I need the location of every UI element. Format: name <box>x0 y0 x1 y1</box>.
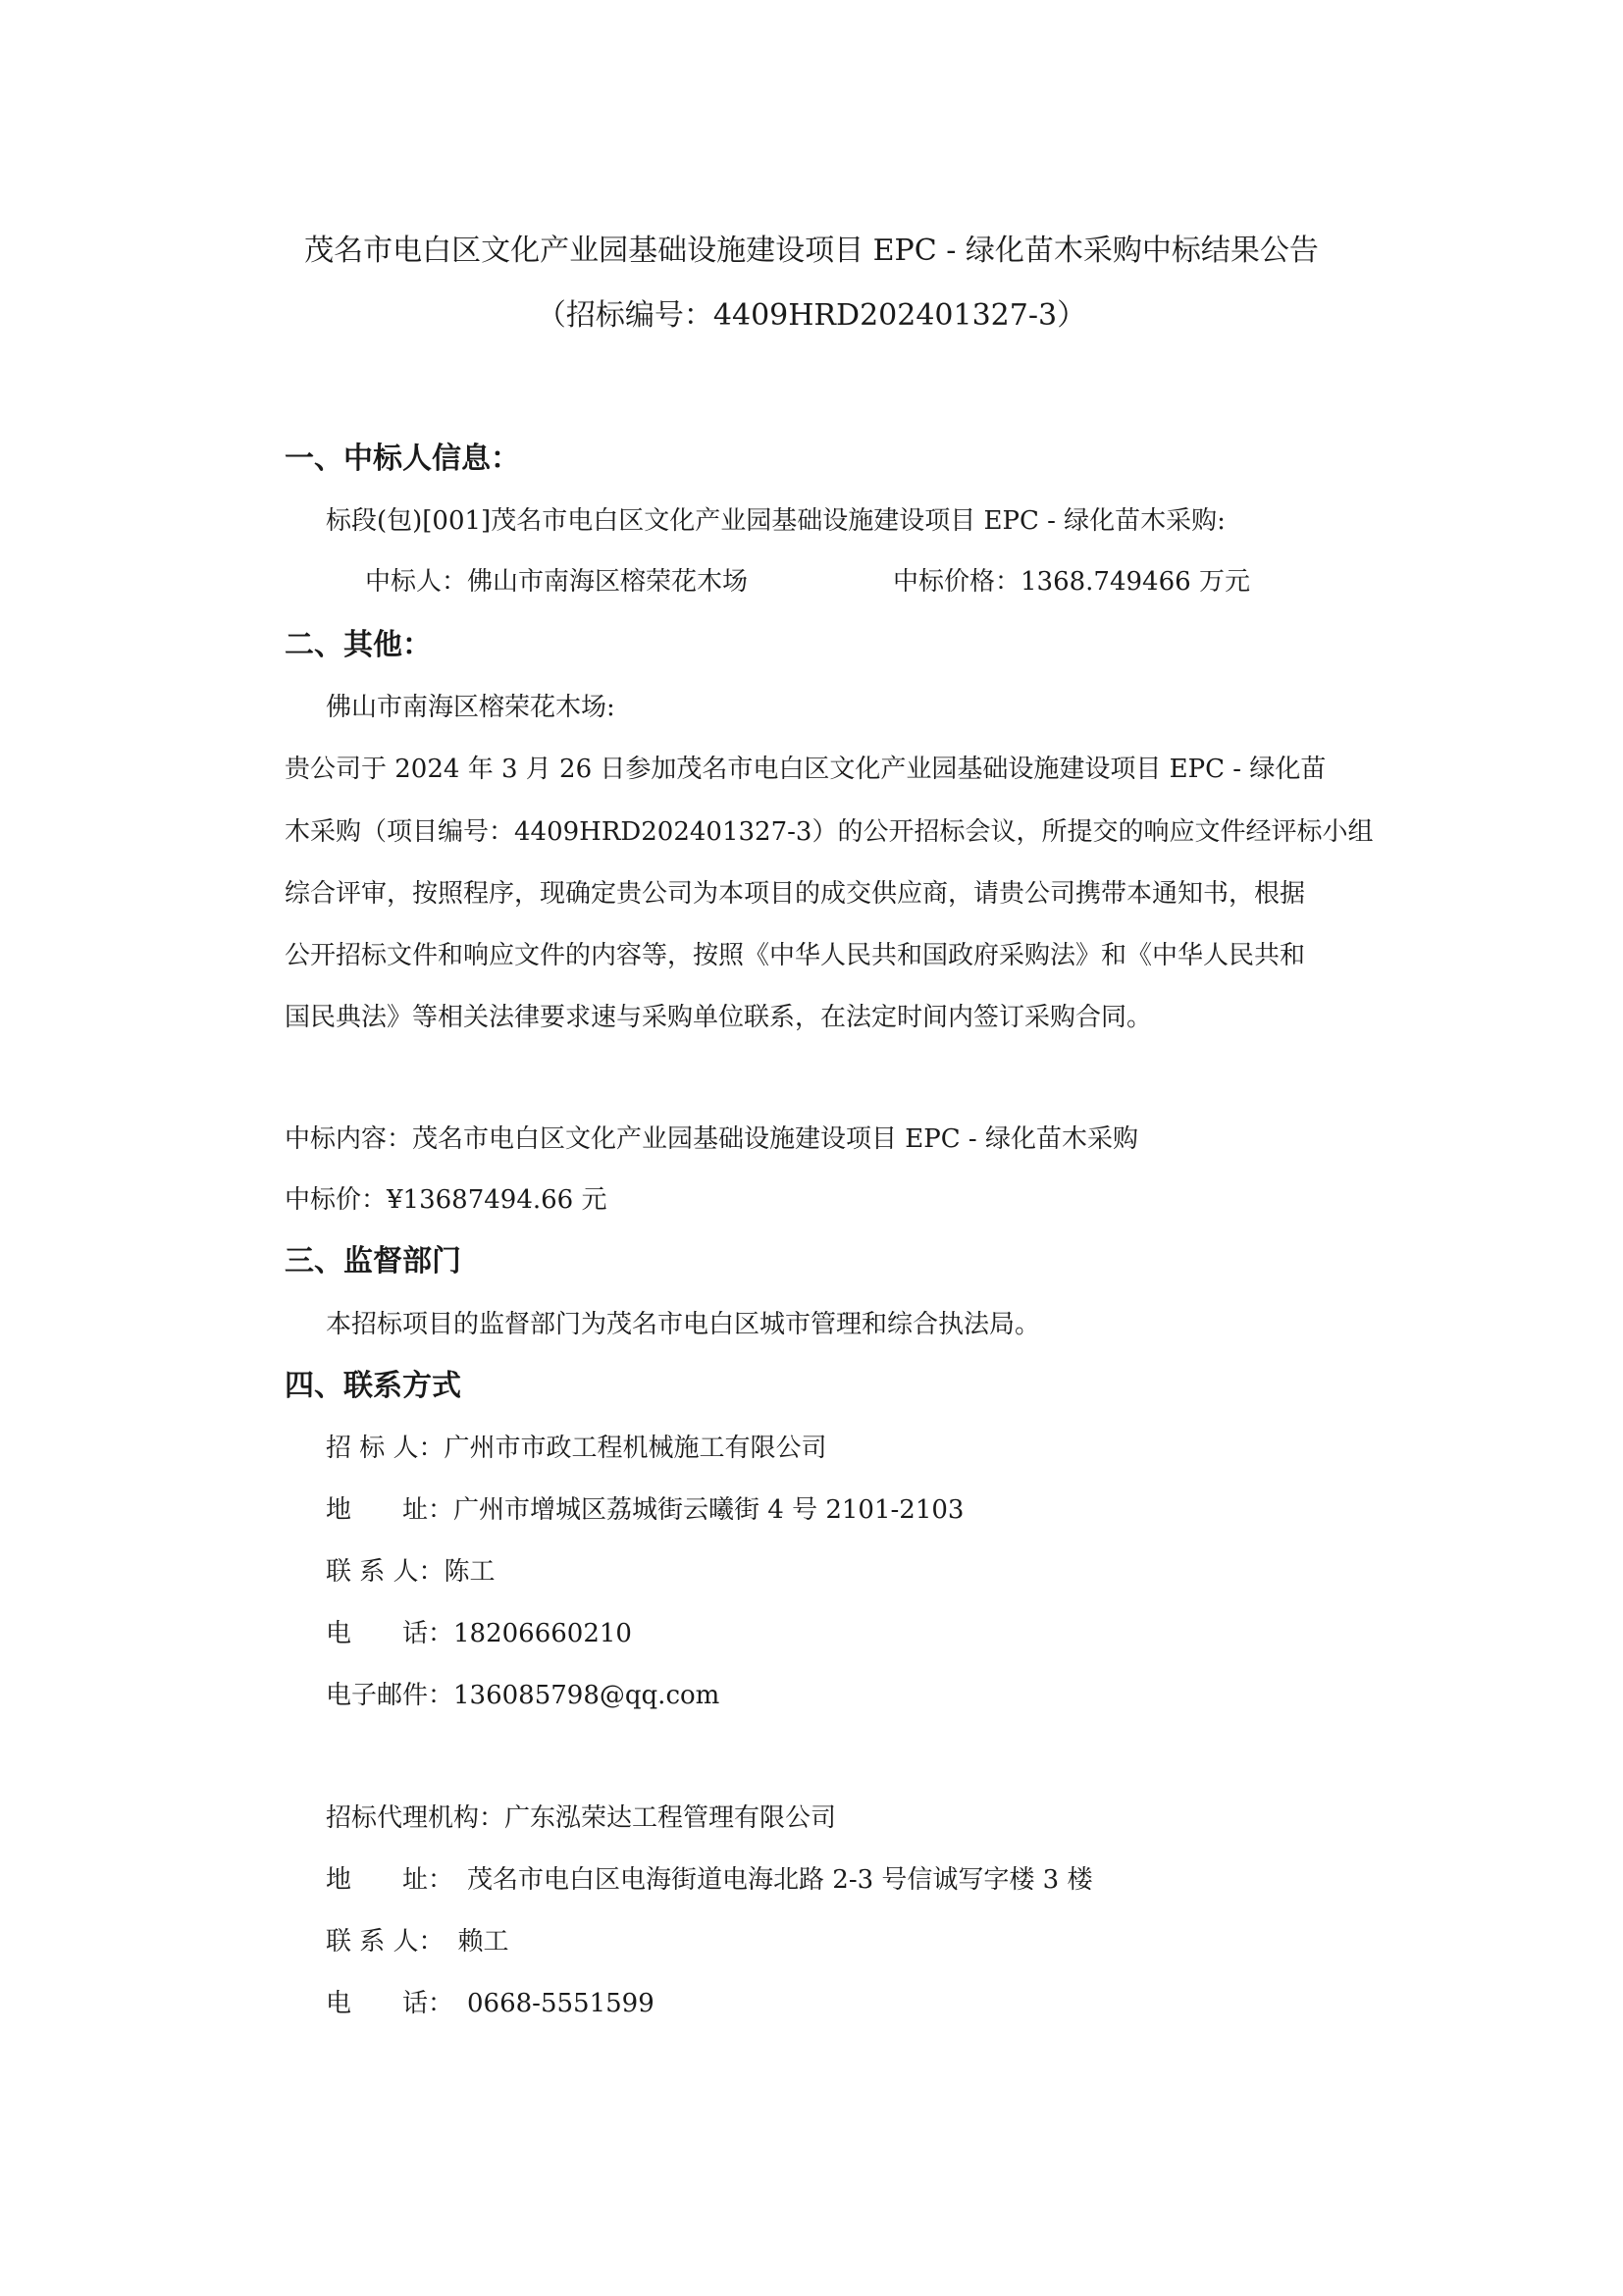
addressee: 佛山市南海区榕荣花木场: <box>326 693 615 722</box>
agency-phone-row <box>326 1986 654 2021</box>
agency-address-value: 茂名市电白区电海街道电海北路 2-3 号信诚写字楼 3 楼 <box>467 1865 1093 1895</box>
package-line: 标段(包)[001]茂名市电白区文化产业园基础设施建设项目 EPC - 绿化苗木采购: <box>326 506 1226 536</box>
tenderer-contact-value: 陈工 <box>444 1557 496 1587</box>
agency-contact-label: 联 系 人： <box>326 1927 445 1957</box>
tender-number: （招标编号：4409HRD202401327-3） <box>536 298 1087 333</box>
agency-contact-row <box>326 1924 509 1959</box>
tenderer-contact-row <box>326 1554 496 1590</box>
winner-price: 中标价格：1368.749466 万元 <box>893 567 1250 597</box>
award-content: 中标内容：茂名市电白区文化产业园基础设施建设项目 EPC - 绿化苗木采购 <box>285 1124 1138 1154</box>
notice-paragraph-line: 公开招标文件和响应文件的内容等，按照《中华人民共和国政府采购法》和《中华人民共和 <box>285 941 1306 970</box>
agency-contact-value: 赖工 <box>457 1927 509 1957</box>
tenderer-email-row <box>326 1678 719 1713</box>
agency-row <box>326 1800 836 1836</box>
agency-phone-label: 电 话： <box>326 1989 454 2018</box>
notice-paragraph-line: 综合评审，按照程序，现确定贵公司为本项目的成交供应商，请贵公司携带本通知书，根据 <box>285 879 1306 909</box>
tenderer-email-label: 电子邮件： <box>326 1681 454 1710</box>
tenderer-value: 广州市市政工程机械施工有限公司 <box>444 1434 827 1463</box>
award-price: 中标价：¥13687494.66 元 <box>285 1185 607 1215</box>
tenderer-address-label: 地 址： <box>326 1495 454 1525</box>
page-title: 茂名市电白区文化产业园基础设施建设项目 EPC - 绿化苗木采购中标结果公告 <box>304 234 1319 268</box>
agency-phone-value: 0668-5551599 <box>467 1989 654 2018</box>
tenderer-email-value: 136085798@qq.com <box>453 1681 720 1710</box>
tenderer-phone-label: 电 话： <box>326 1619 454 1648</box>
tenderer-label: 招 标 人： <box>326 1434 445 1463</box>
supervision-text: 本招标项目的监督部门为茂名市电白区城市管理和综合执法局。 <box>326 1310 1041 1339</box>
section2-heading: 二、其他： <box>285 628 432 662</box>
section3-heading: 三、监督部门 <box>285 1244 461 1278</box>
section4-heading: 四、联系方式 <box>285 1369 461 1403</box>
tenderer-phone-row <box>326 1616 632 1651</box>
agency-address-row <box>326 1862 1093 1898</box>
agency-value: 广东泓荣达工程管理有限公司 <box>504 1803 837 1833</box>
agency-address-label: 地 址： <box>326 1865 454 1895</box>
tenderer-address-value: 广州市增城区荔城街云曦街 4 号 2101-2103 <box>453 1495 965 1525</box>
tenderer-phone-value: 18206660210 <box>453 1619 632 1648</box>
agency-label: 招标代理机构： <box>326 1803 505 1833</box>
notice-paragraph-line: 国民典法》等相关法律要求速与采购单位联系，在法定时间内签订采购合同。 <box>285 1003 1153 1032</box>
tenderer-contact-label: 联 系 人： <box>326 1557 445 1587</box>
notice-paragraph-line: 贵公司于 2024 年 3 月 26 日参加茂名市电白区文化产业园基础设施建设项目 EPC - 绿化苗 <box>285 755 1327 784</box>
tenderer-address-row <box>326 1492 964 1528</box>
tenderer-row <box>326 1431 827 1466</box>
winner-name: 中标人：佛山市南海区榕荣花木场 <box>365 567 749 597</box>
section1-heading: 一、中标人信息： <box>285 442 520 476</box>
notice-paragraph-line: 木采购（项目编号：4409HRD202401327-3）的公开招标会议，所提交的响应文件经评标小组 <box>285 817 1374 847</box>
